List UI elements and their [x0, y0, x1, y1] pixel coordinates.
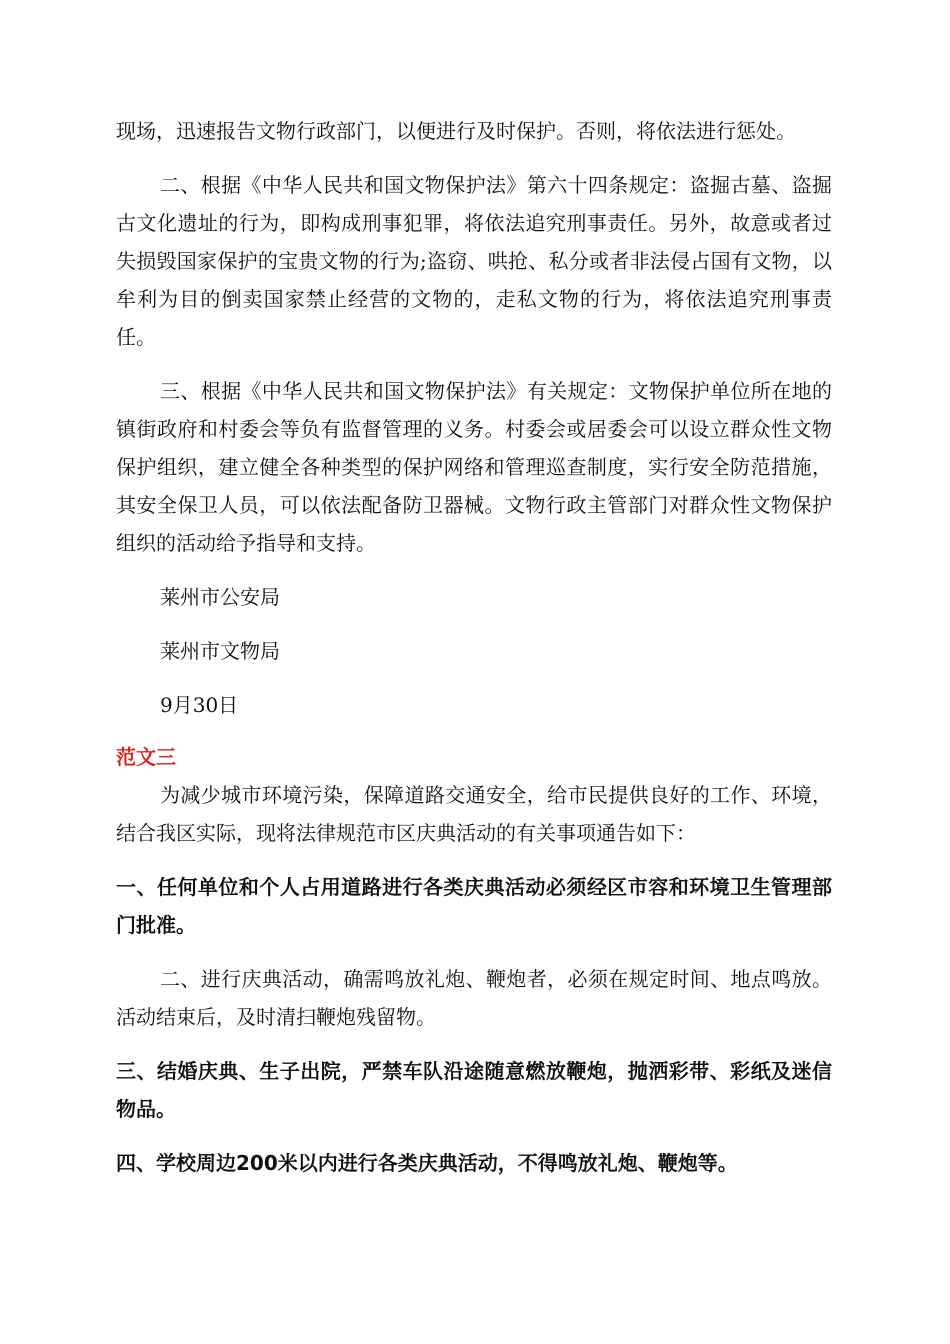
notice-item-4: 四、学校周边200米以内进行各类庆典活动，不得鸣放礼炮、鞭炮等。	[116, 1151, 738, 1175]
paragraph-continuation: 现场，迅速报告文物行政部门，以便进行及时保护。否则，将依法进行惩处。	[116, 119, 796, 143]
document-page	[116, 112, 832, 1182]
paragraph-item-2: 二、根据《中华人民共和国文物保护法》第六十四条规定：盗掘古墓、盗掘古文化遗址的行为，即构成刑事犯罪，将依法追究刑事责任。另外，故意或者过失损毁国家保护的宝贵文物的行为;盗窃、哄抢、私分或者非法侵占国有文物，以牟利为目的倒卖国家禁止经营的文物的，走私文物的行为，将依法追究刑事责任。	[116, 173, 832, 349]
notice-item-1: 一、任何单位和个人占用道路进行各类庆典活动必须经区市容和环境卫生管理部门批准。	[116, 875, 832, 937]
section-title: 范文三	[116, 745, 176, 769]
signature-cultural-relics: 莱州市文物局	[160, 639, 280, 663]
document-date: 9月30日	[160, 693, 239, 717]
intro-paragraph: 为减少城市环境污染，保障道路交通安全，给市民提供良好的工作、环境，结合我区实际，现将法律规范市区庆典活动的有关事项通告如下：	[116, 783, 832, 845]
notice-item-2: 二、进行庆典活动，确需鸣放礼炮、鞭炮者，必须在规定时间、地点鸣放。活动结束后，及时清扫鞭炮残留物。	[116, 967, 832, 1029]
paragraph-item-3: 三、根据《中华人民共和国文物保护法》有关规定：文物保护单位所在地的镇街政府和村委会等负有监督管理的义务。村委会或居委会可以设立群众性文物保护组织，建立健全各种类型的保护网络和管理巡查制度，实行安全防范措施，其安全保卫人员，可以依法配备防卫器械。文物行政主管部门对群众性文物保护组织的活动给予指导和支持。	[116, 379, 832, 555]
notice-item-3: 三、结婚庆典、生子出院，严禁车队沿途随意燃放鞭炮，抛洒彩带、彩纸及迷信物品。	[116, 1059, 832, 1121]
signature-public-security: 莱州市公安局	[160, 585, 280, 609]
